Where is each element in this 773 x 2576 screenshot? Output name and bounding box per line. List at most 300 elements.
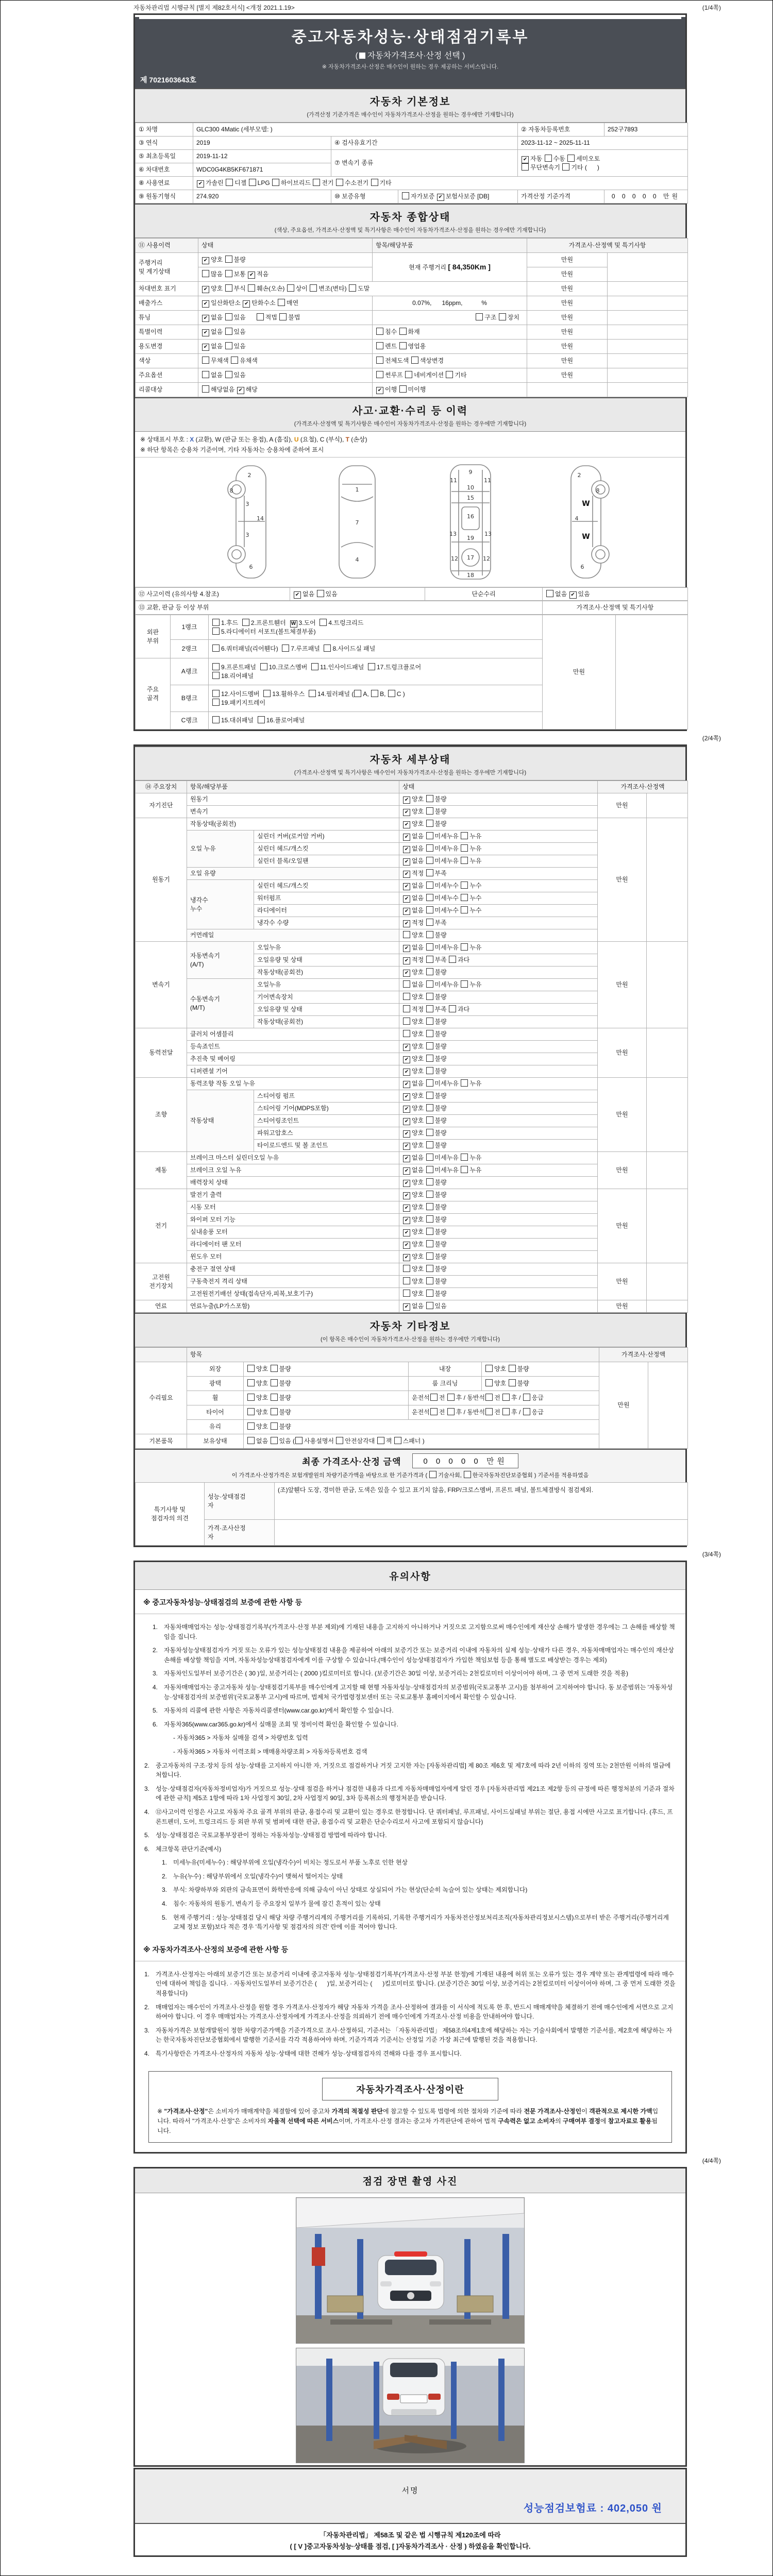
notice-item-number: 3. bbox=[144, 2026, 150, 2034]
summary-header bbox=[135, 204, 685, 238]
final-price-amount: 0 0 0 0 0 만원 bbox=[412, 1453, 518, 1468]
price-cell: 만원 bbox=[598, 1152, 647, 1189]
checkbox-empty-icon bbox=[426, 968, 433, 975]
price-cell: 만원 bbox=[598, 1189, 647, 1263]
label-cell: ⑦ 변속기 종류 bbox=[331, 150, 518, 177]
diagram-label: 15 bbox=[467, 495, 474, 501]
header-cell: 가격조사·산정액 및 특기사항 bbox=[527, 239, 688, 253]
basic-info-table bbox=[135, 123, 685, 204]
value-cell: 리콜대상 bbox=[136, 383, 198, 397]
value-cell: 주행거리 및 계기상태 bbox=[136, 253, 198, 282]
value-cell: 구조 장치 bbox=[373, 311, 527, 325]
diagram-label: 4 bbox=[355, 556, 359, 563]
label-cell: 원동기 bbox=[136, 818, 187, 942]
checkbox-empty-icon bbox=[212, 628, 220, 635]
diagram-label: 8 bbox=[596, 487, 600, 494]
checkbox-empty-icon bbox=[426, 1166, 433, 1173]
checkbox-empty-icon bbox=[426, 1290, 433, 1297]
value-cell: ✔ 양호 불량 bbox=[399, 1115, 598, 1127]
value-cell: 배출가스 bbox=[136, 296, 198, 311]
note-cell bbox=[608, 325, 688, 340]
value-cell: 침수 화재 bbox=[373, 325, 527, 340]
label-cell: ⑨ 원동기형식 bbox=[136, 190, 193, 204]
checkbox-checked-icon: ✔ bbox=[403, 1118, 410, 1125]
status-code: X bbox=[190, 436, 194, 443]
checkbox-checked-icon: ✔ bbox=[403, 1242, 410, 1249]
checkbox-checked-icon: ✔ bbox=[294, 591, 301, 599]
value-cell: ✔ 없음 미세누유 누유 bbox=[399, 1078, 598, 1090]
value-cell: 2023-11-12 ~ 2025-11-11 bbox=[518, 137, 688, 150]
diagram-label: 11 bbox=[450, 477, 457, 484]
price-cell: 만원 bbox=[527, 282, 608, 296]
value-cell: 라디에이터 팬 모터 bbox=[187, 1239, 399, 1251]
notice-item-number: 6. bbox=[144, 1845, 150, 1853]
diagram-label: 19 bbox=[467, 535, 474, 541]
label-cell: 변속기 bbox=[136, 942, 187, 1028]
notice-item bbox=[144, 2026, 676, 2045]
value-cell: ✔ 양호 불량 bbox=[399, 1177, 598, 1189]
checkbox-empty-icon bbox=[311, 663, 318, 670]
note-cell bbox=[608, 282, 688, 296]
page-marker-4: (4/4쪽) bbox=[702, 2157, 721, 2165]
checkbox-checked-icon: ✔ bbox=[243, 300, 250, 308]
notice-item-text: - 자동차365 > 자동차 이력조회 > 매매용차량조회 > 자동차등록번호 검색 bbox=[173, 1748, 367, 1755]
checkbox-empty-icon bbox=[426, 795, 433, 802]
value-cell: 해당없음 ✔ 해당 bbox=[198, 383, 373, 397]
value-cell: 보유상태 bbox=[187, 1434, 244, 1449]
value-cell: 자가보증 ✔ 보험사보증 [DB] bbox=[398, 190, 518, 204]
checkbox-empty-icon bbox=[399, 328, 407, 335]
diagram-label: 14 bbox=[257, 515, 264, 522]
label-cell: 작동상태 bbox=[187, 1090, 254, 1152]
checkbox-checked-icon: ✔ bbox=[376, 387, 383, 394]
value-cell: 색상 bbox=[136, 354, 198, 368]
checkbox-empty-icon bbox=[446, 371, 453, 378]
checkbox-empty-icon bbox=[271, 1379, 278, 1386]
value-cell: ⑫ 사고이력 (유의사항 4.참조) bbox=[136, 588, 290, 601]
checkbox-empty-icon bbox=[426, 1104, 433, 1111]
signature-label: 서명 bbox=[401, 2486, 419, 2496]
etc-info-table bbox=[135, 1347, 685, 1449]
legend-text: (요철), bbox=[298, 436, 320, 443]
checkbox-checked-icon: ✔ bbox=[437, 194, 444, 201]
value-cell: 브레이크 오일 누유 bbox=[187, 1164, 399, 1177]
value-cell: 현재 주행거리 [ 84,350Km ] bbox=[373, 253, 527, 282]
checkbox-empty-icon bbox=[282, 645, 289, 652]
checkbox-checked-icon: ✔ bbox=[403, 1056, 410, 1063]
notice-item-number bbox=[162, 1747, 173, 1757]
checkbox-checked-icon: ✔ bbox=[202, 329, 209, 336]
checkbox-empty-icon bbox=[202, 270, 209, 277]
checkbox-empty-icon bbox=[426, 1116, 433, 1124]
statement-line1: 「자동차관리법」 제58조 및 같은 법 시행규칙 제120조에 따라 bbox=[320, 2531, 501, 2539]
checkbox-empty-icon bbox=[310, 284, 317, 292]
note-cell bbox=[647, 1152, 688, 1189]
checkbox-empty-icon bbox=[309, 690, 316, 697]
price-cell: 만원 bbox=[598, 1028, 647, 1078]
header-cell: 가격조사·산정액 bbox=[598, 781, 688, 793]
value-cell: 스티어링조인트 bbox=[254, 1115, 399, 1127]
basic-info-subtitle: (가격산정 기준가격은 매수인이 자동차가격조사·산정을 원하는 경우에만 기재합니다) bbox=[307, 112, 514, 118]
diagram-label: 3 bbox=[245, 532, 249, 538]
value-cell: 클러치 어셈블리 bbox=[187, 1028, 399, 1041]
note-cell bbox=[647, 1189, 688, 1263]
checkbox-empty-icon bbox=[376, 342, 383, 349]
notice-body bbox=[135, 1591, 685, 2064]
label-cell: ⑧ 사용연료 bbox=[136, 177, 193, 190]
checkbox-checked-icon: ✔ bbox=[403, 821, 410, 828]
header-cell: 항목 bbox=[187, 1348, 599, 1362]
label-cell: 기본품목 bbox=[136, 1434, 187, 1449]
checkbox-empty-icon bbox=[324, 645, 331, 652]
checkbox-empty-icon bbox=[461, 882, 468, 889]
label-cell: C랭크 bbox=[171, 712, 209, 730]
notice-item-number: 1. bbox=[153, 1623, 158, 1631]
notice-item-number: 6. bbox=[153, 1720, 158, 1728]
diagram-label: 1 bbox=[355, 486, 359, 493]
notice-item-text: - 자동차365 > 자동차 실매물 검색 > 차량번호 입력 bbox=[173, 1734, 308, 1742]
inspector-opinion-table bbox=[135, 1482, 685, 1546]
value-cell bbox=[275, 1520, 688, 1546]
checkbox-empty-icon bbox=[426, 844, 433, 852]
value-cell: ✔ 양호 불량 bbox=[399, 793, 598, 806]
final-price-note: 이 가격조사·산정가격은 보험개발원의 차량기준가액을 바탕으로 한 기준가격과 ( 기술사회, 한국자동차진단보증협회 ) 기준서를 적용하였음 bbox=[135, 1471, 685, 1479]
value-cell: 배력장치 상태 bbox=[187, 1177, 399, 1189]
notice-item bbox=[144, 1831, 676, 1840]
panel-rank-table bbox=[135, 615, 685, 730]
note-cell bbox=[608, 296, 688, 311]
label-cell: 조향 bbox=[136, 1078, 187, 1152]
checkbox-empty-icon bbox=[461, 980, 468, 988]
value-cell: 없음 있음 bbox=[198, 368, 373, 383]
summary-subtitle: (색상, 주요옵션, 가격조사·산정액 및 특기사항은 매수인이 자동차가격조사·산정을 원하는 경우에만 기재합니다) bbox=[274, 227, 546, 233]
label-cell: 1랭크 bbox=[171, 615, 209, 640]
notice-item bbox=[144, 1784, 676, 1803]
value-cell: 휠 bbox=[187, 1391, 244, 1405]
notice-section-body bbox=[135, 1961, 685, 2064]
label-cell: 2랭크 bbox=[171, 640, 209, 658]
notice-item-number: 4. bbox=[162, 1900, 167, 1908]
notice-item-text: 자동차의 리콜에 관한 사항은 자동차리콜센터(www.car.go.kr)에서 확인할 수 있습니다. bbox=[164, 1707, 394, 1715]
note-cell bbox=[608, 383, 688, 397]
value-cell: ✔ 없음 미세누수 누수 bbox=[399, 892, 598, 905]
value-cell: 충전구 절연 상태 bbox=[187, 1263, 399, 1276]
diagram-label: 10 bbox=[467, 484, 474, 491]
value-cell: 운전석 전 후 / 동반석 전 후 / 응급 bbox=[409, 1391, 599, 1405]
checkbox-checked-icon: ✔ bbox=[202, 286, 209, 293]
value-cell: 274.920 bbox=[193, 190, 331, 204]
checkbox-empty-icon bbox=[376, 357, 383, 364]
value-cell: ✔ 적정 부족 bbox=[399, 917, 598, 929]
note-cell bbox=[608, 368, 688, 383]
notice-item-number: 4. bbox=[144, 1808, 150, 1816]
checkbox-empty-icon bbox=[546, 590, 553, 597]
checkbox-checked-icon: ✔ bbox=[403, 957, 410, 964]
checkbox-checked-icon: ✔ bbox=[202, 344, 209, 351]
notice-item bbox=[144, 1761, 676, 1780]
checkbox-empty-icon bbox=[349, 284, 356, 292]
label-cell: 고전원 전기장치 bbox=[136, 1263, 187, 1300]
car-diagram bbox=[135, 457, 685, 587]
checkbox-empty-icon bbox=[336, 1437, 343, 1444]
value-cell: 라디에이터 bbox=[254, 905, 399, 917]
notice-item bbox=[144, 2003, 676, 2022]
price-cell: 만원 bbox=[527, 296, 608, 311]
note-cell bbox=[616, 615, 688, 730]
note-cell bbox=[647, 1028, 688, 1078]
header-stripe bbox=[139, 17, 681, 19]
checkbox-empty-icon bbox=[485, 1394, 493, 1401]
diagram-label: 13 bbox=[449, 531, 457, 537]
label-cell: 전기 bbox=[136, 1189, 187, 1263]
checkbox-empty-icon bbox=[545, 155, 552, 162]
checkbox-empty-icon bbox=[426, 1055, 433, 1062]
detail-header bbox=[135, 746, 685, 781]
value-cell: ✔ 양호 불량 bbox=[399, 1090, 598, 1103]
header-cell: 가격조사·산정액 bbox=[599, 1348, 688, 1362]
checkbox-checked-icon: ✔ bbox=[403, 883, 410, 890]
value-cell: ✔ 양호 불량 bbox=[399, 967, 598, 979]
notice-item-number: 2. bbox=[144, 1761, 150, 1769]
value-cell: 252구7893 bbox=[604, 123, 688, 137]
checkbox-empty-icon bbox=[502, 1394, 510, 1401]
checkbox-empty-icon bbox=[271, 1437, 278, 1444]
value-cell: 양호 불량 bbox=[399, 1016, 598, 1028]
label-cell: B랭크 bbox=[171, 685, 209, 712]
checkbox-empty-icon bbox=[426, 943, 433, 951]
checkbox-empty-icon bbox=[461, 1154, 468, 1161]
value-cell: ✔ 없음 있음 bbox=[290, 588, 425, 601]
checkbox-empty-icon bbox=[426, 1178, 433, 1185]
photos-box bbox=[133, 2167, 687, 2467]
value-cell: ✔ 적정 부족 bbox=[399, 868, 598, 880]
legend-text: (손상) bbox=[349, 436, 367, 443]
header-cell bbox=[136, 1348, 187, 1362]
checkbox-empty-icon bbox=[426, 1191, 433, 1198]
notice-item bbox=[144, 1706, 676, 1716]
checkbox-empty-icon bbox=[247, 1408, 255, 1415]
label-cell: ④ 검사유효기간 bbox=[331, 137, 518, 150]
value-cell: ✔ 없음 있음 bbox=[198, 340, 373, 354]
value-cell: ✔ 없음 있음 bbox=[198, 325, 373, 340]
checkbox-empty-icon bbox=[426, 1067, 433, 1074]
value-cell: 9.프론트패널 10.크로스멤버 11.인사이드패널 17.트렁크플로어 18.리어패널 bbox=[209, 658, 543, 685]
value-cell: ✔ 양호 불량 bbox=[399, 1214, 598, 1226]
checkbox-empty-icon bbox=[272, 179, 279, 186]
price-cell: 만원 bbox=[527, 311, 608, 325]
checkbox-empty-icon bbox=[426, 1042, 433, 1049]
checkbox-empty-icon bbox=[476, 313, 483, 320]
checkbox-empty-icon bbox=[371, 179, 378, 186]
value-cell: ✔ 양호 불량 bbox=[399, 1103, 598, 1115]
page-marker-1: (1/4쪽) bbox=[702, 4, 721, 11]
value-cell: ✔ 없음 미세누수 누수 bbox=[399, 905, 598, 917]
checkbox-empty-icon bbox=[562, 163, 569, 171]
value-cell: ✔ 자동 수동 세미오토 무단변속기 기타 ( ) bbox=[518, 150, 688, 177]
notice-item bbox=[144, 1899, 676, 1909]
value-cell: 동력조향 작동 오일 누유 bbox=[187, 1078, 399, 1090]
signature-box bbox=[133, 2468, 687, 2557]
label-cell: 자동변속기 (A/T) bbox=[187, 942, 254, 979]
checkbox-empty-icon bbox=[212, 699, 220, 706]
value-cell: ✔ 없음 미세누유 누유 bbox=[399, 942, 598, 954]
checkbox-checked-icon: ✔ bbox=[403, 1130, 410, 1138]
checkbox-empty-icon bbox=[278, 299, 285, 306]
value-cell: 브레이크 마스터 실린더오일 누유 bbox=[187, 1152, 399, 1164]
header-cell: ⑭ 주요장치 bbox=[136, 781, 187, 793]
notice-title: 유의사항 bbox=[135, 1562, 685, 1590]
checkbox-checked-icon: ✔ bbox=[522, 156, 529, 163]
value-cell: 6.쿼터패널(리어휀다) 7.루프패널 8.사이드실 패널 bbox=[209, 640, 543, 658]
label-cell: 수리필요 bbox=[136, 1362, 187, 1434]
checkbox-empty-icon bbox=[426, 1154, 433, 1161]
value-cell: 특별이력 bbox=[136, 325, 198, 340]
value-cell: ✔ 없음 미세누유 누유 bbox=[399, 831, 598, 843]
checkbox-empty-icon bbox=[231, 357, 238, 364]
value-cell: ✔ 양호 불량 bbox=[399, 1189, 598, 1201]
label-cell: 제동 bbox=[136, 1152, 187, 1189]
checkbox-checked-icon: ✔ bbox=[202, 315, 209, 322]
price-cell bbox=[527, 383, 608, 397]
checkbox-empty-icon bbox=[523, 1408, 530, 1415]
exchange-header-row bbox=[135, 601, 685, 615]
value-cell: 양호 불량 bbox=[244, 1362, 409, 1377]
value-cell: ✔ 적정 부족 과다 bbox=[399, 954, 598, 967]
accident-history-row bbox=[135, 587, 685, 601]
notice-item-number bbox=[162, 1733, 173, 1743]
value-cell: 실내송풍 모터 bbox=[187, 1226, 399, 1239]
diagram-label: 4 bbox=[575, 515, 579, 522]
note-cell bbox=[608, 354, 688, 368]
value-cell: 기어변속장치 bbox=[254, 991, 399, 1004]
document-title: 중고자동차성능·상태점검기록부 bbox=[291, 29, 529, 46]
checkbox-checked-icon: ✔ bbox=[403, 1106, 410, 1113]
label-cell: 연료 bbox=[136, 1300, 187, 1313]
inspection-photo-front bbox=[296, 2197, 525, 2344]
value-cell: 양호 불량 bbox=[482, 1377, 599, 1391]
basic-info-header bbox=[135, 88, 685, 123]
value-cell: ✔ 양호 불량 bbox=[399, 806, 598, 818]
basic-info-title: 자동차 기본정보 bbox=[369, 96, 451, 108]
notice-item-text: 특기사항란은 가격조사·산정자의 자동차 성능·상태에 대한 견해가 성능·상태점검자의 견해와 다를 경우 표시합니다. bbox=[156, 2050, 462, 2057]
checkbox-empty-icon bbox=[426, 869, 433, 876]
notice-item bbox=[144, 1622, 676, 1641]
header-note: ※ 자동차가격조사·산정은 매수인이 원하는 경우 제공하는 서비스입니다. bbox=[322, 64, 499, 70]
notice-item bbox=[144, 1844, 676, 1854]
value-cell: 양호 불량 bbox=[244, 1405, 409, 1420]
value-cell: 파워고압호스 bbox=[254, 1127, 399, 1140]
form-meta bbox=[133, 3, 721, 12]
diagram-weld-mark: W bbox=[582, 533, 590, 541]
notice-item bbox=[144, 2049, 676, 2059]
price-option-line: ( 자동차가격조사·산정 선택 ) bbox=[355, 52, 465, 60]
value-cell: 없음 미세누유 누유 bbox=[399, 979, 598, 991]
checkbox-empty-icon bbox=[403, 993, 410, 1000]
title-header bbox=[135, 17, 685, 88]
notice-item bbox=[144, 1646, 676, 1665]
checkbox-empty-icon bbox=[368, 663, 375, 670]
checkbox-empty-icon bbox=[271, 1365, 278, 1372]
checkbox-empty-icon bbox=[271, 1422, 278, 1430]
checkbox-checked-icon: ✔ bbox=[403, 834, 410, 841]
checkbox-empty-icon bbox=[426, 807, 433, 815]
checkbox-checked-icon: ✔ bbox=[403, 1180, 410, 1187]
checkbox-empty-icon bbox=[426, 857, 433, 864]
diagram-label: 16 bbox=[467, 513, 474, 520]
checkbox-checked-icon: ✔ bbox=[197, 180, 204, 188]
checkbox-empty-icon bbox=[249, 179, 256, 186]
value-cell: 디퍼렌셜 기어 bbox=[187, 1065, 399, 1078]
header-cell: ⑪ 사용이력 bbox=[136, 239, 198, 253]
checkbox-empty-icon bbox=[426, 931, 433, 938]
checkbox-empty-icon bbox=[202, 385, 209, 393]
label-cell: ② 자동차등록번호 bbox=[518, 123, 604, 137]
notice-item-text: 매매업자는 매수인이 가격조사·산정을 원할 경우 가격조사·산정자가 해당 자동차 가격을 조사·산정하여 결과를 이 서식에 적도록 한 후, 반드시 매매계약을 체결하기 전에 매수인에게 서면으로 고지하여야 합니다. 이 경우 매매업자는 가격조사·산정자에게 가격조사·산정을 의뢰하기 전에 매수인에게 가격조사·산정 비용을 안내하여야 합니다. bbox=[156, 2003, 674, 2021]
value-cell: 작동상태(공회전) bbox=[254, 1016, 399, 1028]
checkbox-empty-icon bbox=[247, 1365, 255, 1372]
detail-subtitle: (가격조사·산정액 및 특기사항은 매수인이 자동차가격조사·산정을 원하는 경우에만 기재합니다) bbox=[294, 770, 527, 776]
header-cell: 상태 bbox=[198, 239, 373, 253]
signature-area bbox=[135, 2469, 685, 2524]
value-cell: ✔ 없음 있음 bbox=[399, 1300, 598, 1313]
value-cell: 구동축전지 격리 상태 bbox=[187, 1276, 399, 1288]
checkbox-checked-icon: ✔ bbox=[403, 895, 410, 903]
checkbox-empty-icon bbox=[248, 284, 255, 292]
checkbox-checked-icon: ✔ bbox=[403, 846, 410, 853]
price-cell: 만원 bbox=[598, 1263, 647, 1300]
checkbox-empty-icon bbox=[317, 590, 324, 597]
note-cell bbox=[608, 311, 688, 325]
legend-text: ※ 상태표시 부호 : bbox=[140, 436, 190, 443]
notice-item-text: 자동차성능상태점검자가 거짓 또는 오류가 있는 성능상태점검 내용을 제공하여 아래의 보증기간 또는 보증거리 이내에 자동차의 실제 성능·상태가 다른 경우, 자동차매매업자는 매수인의 재산상 손해를 배상할 책임을 지며, 자동차성능상태점검자에게 이를 구상할 수 있습니다.(매수인이 성능상태점검자가 가입한 책임보험 등을 통해 별도로 배상받는 경우는 제외) bbox=[164, 1647, 676, 1664]
checkbox-empty-icon bbox=[461, 943, 468, 951]
notice-item bbox=[144, 1669, 676, 1679]
checkbox-empty-icon bbox=[426, 1252, 433, 1260]
checkbox-empty-icon bbox=[403, 980, 410, 988]
checkbox-checked-icon: ✔ bbox=[569, 591, 577, 599]
checkbox-empty-icon bbox=[242, 619, 249, 626]
checkbox-empty-icon bbox=[449, 956, 456, 963]
checkbox-empty-icon bbox=[403, 1265, 410, 1272]
accident-subtitle: (가격조사·산정액 및 특기사항은 매수인이 자동차가격조사·산정을 원하는 경우에만 기재합니다) bbox=[294, 421, 527, 427]
value-cell: 작동상태(공회전) bbox=[187, 818, 399, 831]
checkbox-empty-icon bbox=[263, 690, 271, 697]
legend-text: A bbox=[269, 436, 273, 443]
value-cell: 스티어링 펌프 bbox=[254, 1090, 399, 1103]
value-cell: 양호 불량 bbox=[244, 1420, 599, 1434]
price-cell: 만원 bbox=[527, 368, 608, 383]
form-reference: 자동차관리법 시행규칙 [별지 제82호서식] <개정 2021.1.19> bbox=[133, 4, 295, 11]
checkbox-checked-icon: ✔ bbox=[403, 908, 410, 915]
accident-title: 사고·교환·수리 등 이력 bbox=[352, 405, 468, 417]
checkbox-checked-icon: ✔ bbox=[403, 1192, 410, 1199]
explain-box-text: ※ "가격조사·산정"은 소비자가 매매계약을 체결함에 있어 중고차 가격의 적절성 판단에 참고할 수 있도록 법령에 의한 절차와 기준에 따라 전문 가격조사·산정인이 객관적으로 제시한 가액입니다. 따라서 "가격조사·산정"은 소비자의 자율적 선택에 따른 서비스이며, 가격조사·산정 결과는 중고차 가격판단에 관하여 법적 구속력은 없고 소비자의 구매여부 결정에 참고자료로 활용됩니다. bbox=[157, 2107, 659, 2134]
checkbox-empty-icon bbox=[295, 1437, 303, 1444]
notice-item-text: 성능·상태점검은 국토교통부장관이 정하는 자동차성능·상태점검 방법에 따라야 합니다. bbox=[156, 1832, 387, 1839]
final-price-label: 최종 가격조사·산정 금액 bbox=[302, 1457, 401, 1467]
note-cell bbox=[647, 1263, 688, 1300]
checkbox-empty-icon bbox=[212, 645, 220, 652]
etc-subtitle: (이 항목은 매수인이 자동차가격조사·산정을 원하는 경우에만 기재합니다) bbox=[320, 1336, 500, 1343]
checkbox-empty-icon bbox=[461, 1166, 468, 1173]
accident-header bbox=[135, 397, 685, 432]
value-cell: 유리 bbox=[187, 1420, 244, 1434]
price-cell: 만원 bbox=[527, 325, 608, 340]
price-cell: 만원 bbox=[527, 340, 608, 354]
value-cell: 내장 bbox=[409, 1362, 482, 1377]
checkbox-empty-icon bbox=[461, 832, 468, 839]
statement-line2: ( [ V ]중고자동차성능·상태를 점검, [ ]자동차가격조사 · 산정 ) 하였음을 확인합니다. bbox=[290, 2543, 531, 2551]
